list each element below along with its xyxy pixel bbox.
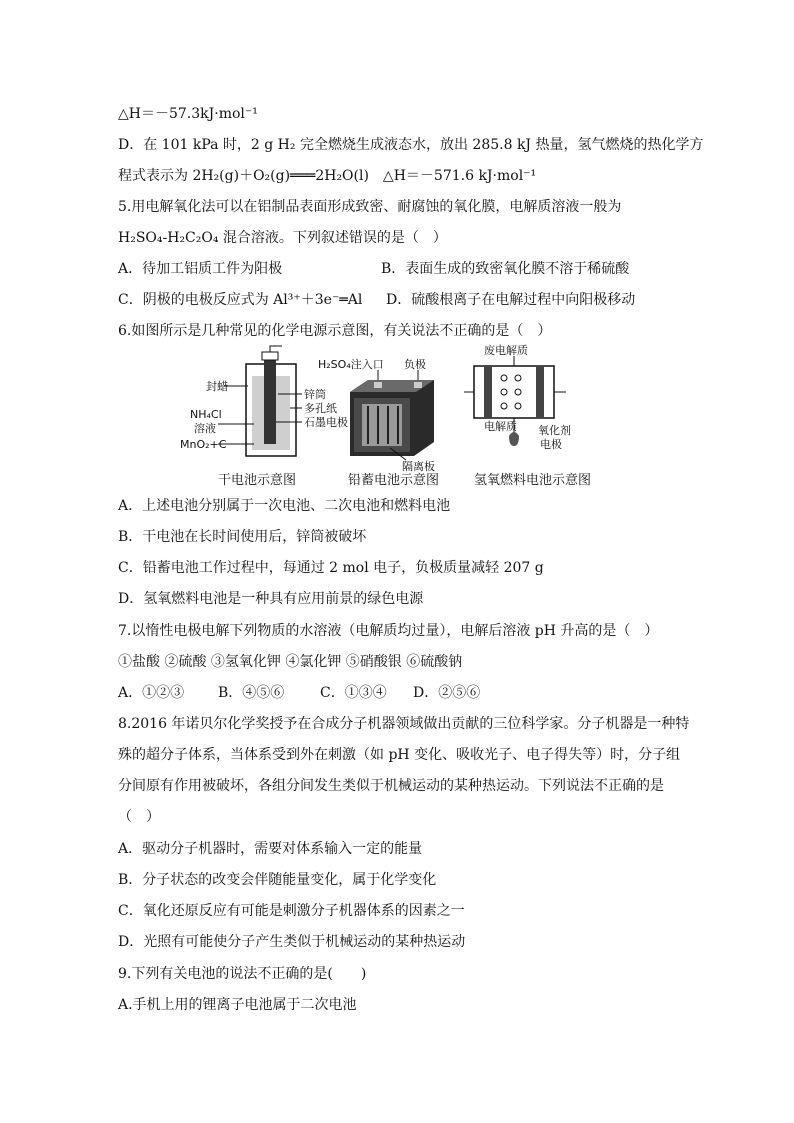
question-7-list: ①盐酸 ②硫酸 ③氢氧化钾 ④氯化钾 ⑤硝酸银 ⑥硫酸钠 <box>118 654 463 670</box>
label-h2so4-inlet: H₂SO₄注入口 <box>318 358 384 371</box>
question-8-stem-4: （ ） <box>118 809 160 825</box>
line-option-d-2: 程式表示为 2H₂(g)＋O₂(g)═══2H₂O(l) △H＝－571.6 kJ·mol⁻¹ <box>118 168 537 184</box>
question-8-stem-1: 8.2016 年诺贝尔化学奖授予在合成分子机器领域做出贡献的三位科学家。分子机器是一种特 <box>118 716 690 732</box>
label-zinc: 锌筒 <box>304 388 326 401</box>
dry-cell-cap <box>262 352 278 360</box>
caption-lead-acid: 铅蓄电池示意图 <box>348 473 440 488</box>
question-6-stem: 6.如图所示是几种常见的化学电源示意图，有关说法不正确的是（ ） <box>118 323 552 339</box>
question-8-option-c: C．氧化还原反应有可能是刺激分子机器体系的因素之一 <box>118 903 465 919</box>
question-9-option-a: A.手机上用的锂离子电池属于二次电池 <box>118 997 357 1013</box>
question-7-option-d: D．②⑤⑥ <box>413 685 481 701</box>
question-8-option-d: D．光照有可能使分子产生类似于机械运动的某种热运动 <box>118 934 466 950</box>
question-5-option-b: B．表面生成的致密氧化膜不溶于稀硫酸 <box>381 261 630 277</box>
question-6-option-d: D．氢氧燃料电池是一种具有应用前景的绿色电源 <box>118 591 424 607</box>
caption-fuel-cell: 氢氧燃料电池示意图 <box>474 473 592 488</box>
question-5-option-d: D．硫酸根离子在电解过程中向阳极移动 <box>386 292 636 308</box>
label-electrode: 电极 <box>540 438 562 451</box>
question-6-option-b: B．干电池在长时间使用后，锌筒被破坏 <box>118 529 367 545</box>
label-waste-electrolyte: 废电解质 <box>484 344 528 357</box>
label-negative: 负极 <box>404 358 426 371</box>
label-graphite: 石墨电极 <box>304 416 348 429</box>
question-7-option-b: B．④⑤⑥ <box>218 685 285 701</box>
battery-figure <box>178 342 618 490</box>
question-8-stem-2: 殊的超分子体系，当体系受到外在刺激（如 pH 变化、吸收光子、电子得失等）时，分子组 <box>118 747 681 763</box>
label-separator: 隔离板 <box>402 460 435 473</box>
question-5-option-a: A．待加工铝质工件为阳极 <box>118 261 283 277</box>
label-mno2: MnO₂+C <box>180 438 227 451</box>
question-7-option-c: C．①③④ <box>320 685 387 701</box>
question-5-stem-2: H₂SO₄-H₂C₂O₄ 混合溶液。下列叙述错误的是（ ） <box>118 230 447 246</box>
question-8-option-a: A．驱动分子机器时，需要对体系输入一定的能量 <box>118 841 423 857</box>
dry-cell-rod <box>264 358 276 444</box>
question-6-option-c: C．铅蓄电池工作过程中，每通过 2 mol 电子，负极质量减轻 207 g <box>118 560 544 576</box>
label-electrolyte: 电解质 <box>484 420 517 433</box>
question-5-stem-1: 5.用电解氧化法可以在铝制品表面形成致密、耐腐蚀的氧化膜，电解质溶液一般为 <box>118 199 622 215</box>
question-9-stem: 9.下列有关电池的说法不正确的是( ) <box>118 966 367 982</box>
question-7-stem: 7.以惰性电极电解下列物质的水溶液（电解质均过量），电解后溶液 pH 升高的是（ ） <box>118 623 659 639</box>
label-oxidant: 氧化剂 <box>538 424 571 437</box>
label-solution: 溶液 <box>194 422 216 435</box>
question-6-option-a: A．上述电池分别属于一次电池、二次电池和燃料电池 <box>118 498 451 514</box>
line-dh: △H＝－57.3kJ·mol⁻¹ <box>118 106 258 122</box>
label-nh4cl: NH₄Cl <box>190 408 222 421</box>
line-option-d-1: D．在 101 kPa 时，2 g H₂ 完全燃烧生成液态水，放出 285.8 kJ 热量，氢气燃烧的热化学方 <box>118 137 704 153</box>
label-wax: 封蜡 <box>206 380 228 393</box>
question-7-option-a: A．①②③ <box>118 685 185 701</box>
label-paper: 多孔纸 <box>304 402 337 415</box>
question-8-option-b: B．分子状态的改变会伴随能量变化，属于化学变化 <box>118 872 437 888</box>
caption-dry-cell: 干电池示意图 <box>218 473 297 488</box>
question-8-stem-3: 分间原有作用被破坏，各组分间发生类似于机械运动的某种热运动。下列说法不正确的是 <box>118 778 664 794</box>
question-5-option-c: C．阴极的电极反应式为 Al³⁺＋3e⁻═Al <box>118 292 363 308</box>
fuel-cell-diagram <box>464 343 591 488</box>
